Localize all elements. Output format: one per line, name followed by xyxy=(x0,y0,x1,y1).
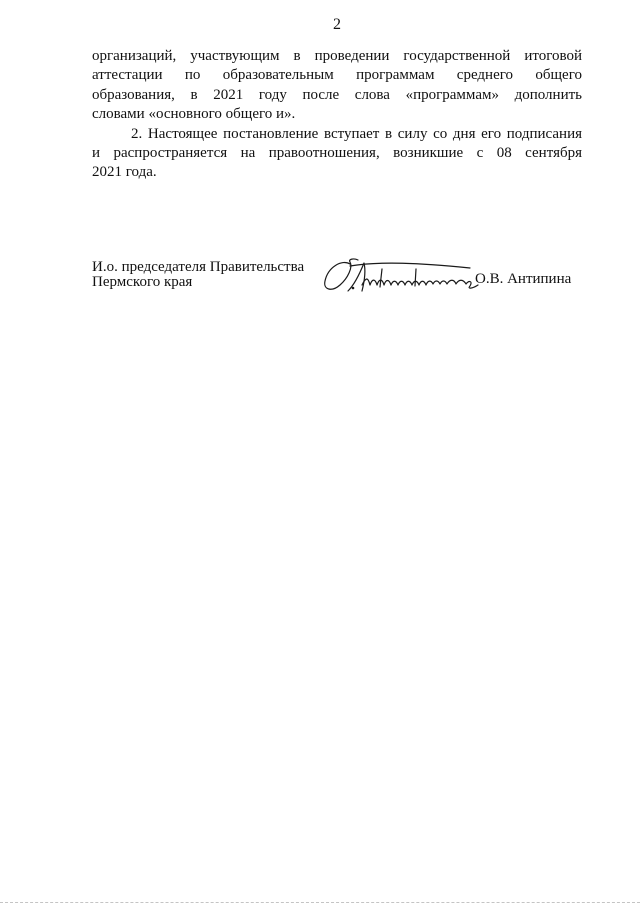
text-line: образования, в 2021 году после слова «программам» дополнить xyxy=(92,86,582,103)
signatory-name: О.В. Антипина xyxy=(475,271,572,287)
text-line: 2. Настоящее постановление вступает в силу со дня его подписания xyxy=(131,125,582,142)
signatory-position xyxy=(92,260,322,290)
page-number: 2 xyxy=(333,16,341,33)
signatory-position-line: И.о. председателя Правительства xyxy=(92,259,305,275)
text-line: аттестации по образовательным программам среднего общего xyxy=(92,67,582,84)
signatory-position-line: Пермского края xyxy=(92,274,193,290)
text-line: организаций, участвующим в проведении государственной итоговой xyxy=(92,48,582,64)
text-line: и распространяется на правоотношения, возникшие с 08 сентября xyxy=(92,144,582,161)
text-line: словами «основного общего и». xyxy=(92,106,296,123)
handwritten-signature-icon xyxy=(320,255,480,297)
page-edge-line xyxy=(0,902,640,903)
paragraph-1 xyxy=(92,47,582,125)
paragraph-2 xyxy=(92,125,582,183)
document-body xyxy=(92,47,582,183)
text-line: 2021 года. xyxy=(92,164,157,181)
